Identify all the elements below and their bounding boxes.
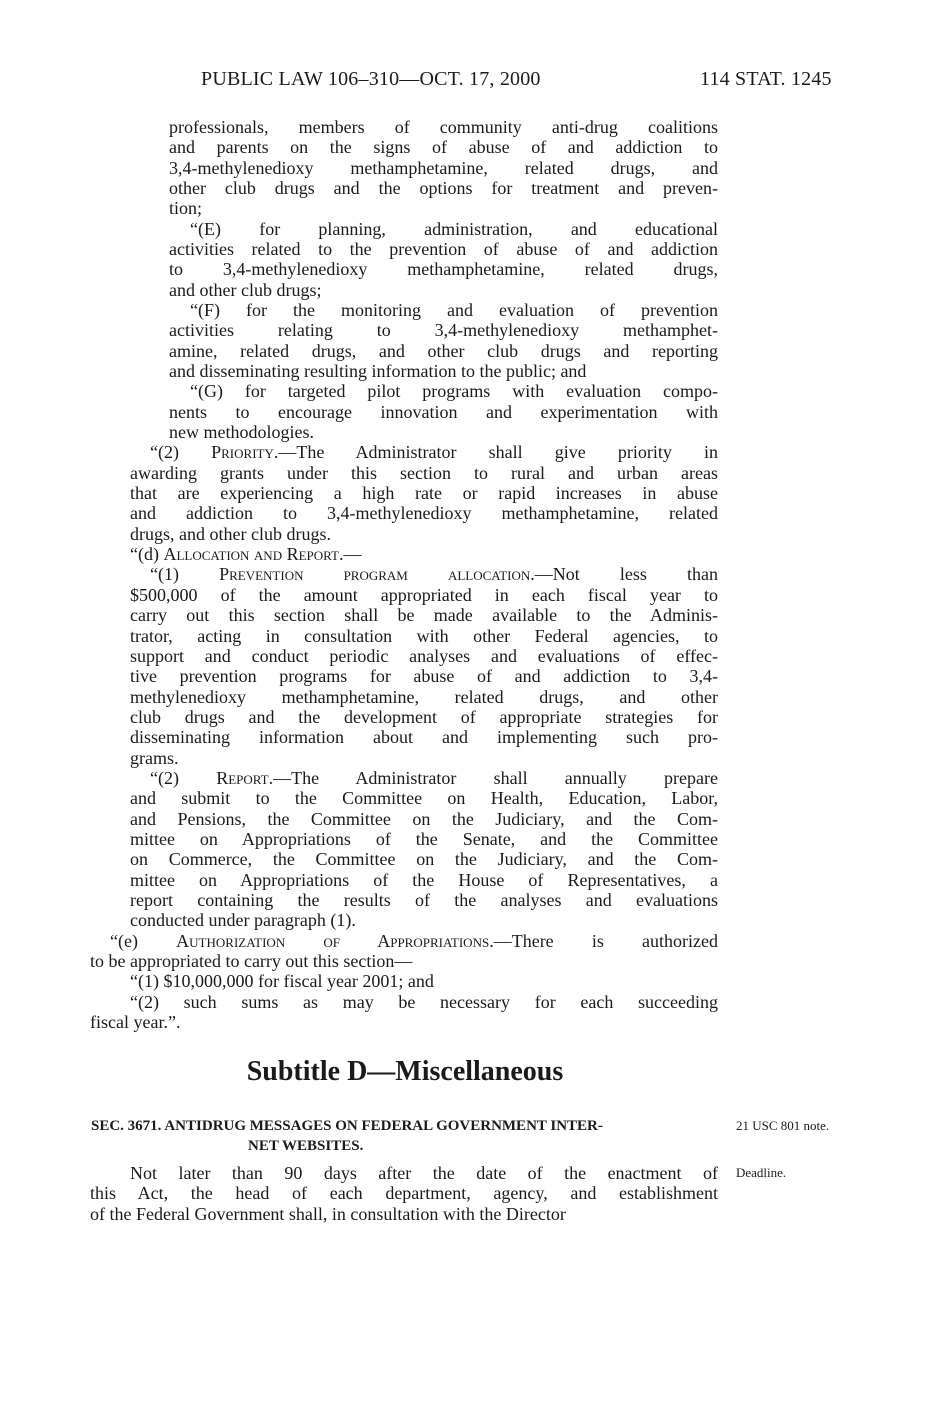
text-line: “(1) Prevention program allocation.—Not less than [150, 564, 718, 585]
text-line: “(1) $10,000,000 for fiscal year 2001; and [130, 971, 434, 992]
text-line: fiscal year.”. [90, 1011, 181, 1032]
text-line: club drugs and the development of appropriate strategies for [130, 706, 718, 727]
text-line: professionals, members of community anti-drug coalitions [169, 117, 718, 137]
running-header-title: PUBLIC LAW 106–310—OCT. 17, 2000 [201, 68, 541, 90]
small-caps-heading: Allocation and Report [163, 544, 339, 565]
text-line: activities relating to 3,4-methylenedioxy methamphet- [169, 320, 718, 341]
text-line: carry out this section shall be made available to the Adminis- [130, 605, 718, 626]
text-line: to be appropriated to carry out this section— [90, 950, 413, 971]
text-line: report containing the results of the analyses and evaluations [130, 889, 718, 910]
section-body-line: Not later than 90 days after the date of the enactment of [130, 1163, 718, 1183]
text-line: 3,4-methylenedioxy methamphetamine, related drugs, and [169, 157, 718, 178]
text-line: and parents on the signs of abuse of and addiction to [169, 137, 718, 158]
small-caps-heading: Prevention program allocation [219, 564, 531, 585]
subtitle-heading: Subtitle D—Miscellaneous [246, 1056, 564, 1087]
small-caps-heading: Authorization of Appropriations [176, 930, 490, 951]
text-line: conducted under paragraph (1). [130, 910, 356, 931]
text-line: new methodologies. [169, 422, 314, 443]
text-line: “(E) for planning, administration, and educational [190, 218, 718, 239]
text-line: “(e) Authorization of Appropriations.—There is authorized [110, 930, 719, 951]
text-line: mittee on Appropriations of the Senate, and the Committee [130, 828, 718, 849]
text-line: that are experiencing a high rate or rapid increases in abuse [130, 483, 718, 504]
text-line: and disseminating resulting information to the public; and [169, 361, 587, 382]
text-line: awarding grants under this section to rural and urban areas [130, 462, 718, 483]
text-line: and other club drugs; [169, 279, 322, 300]
text-line: and addiction to 3,4-methylenedioxy methamphetamine, related [130, 503, 718, 524]
text-line: “(G) for targeted pilot programs with evaluation compo- [190, 381, 718, 402]
text-line: “(2) such sums as may be necessary for each succeeding [130, 991, 718, 1012]
small-caps-heading: Report [216, 767, 269, 788]
text-line: “(F) for the monitoring and evaluation of prevention [190, 300, 718, 321]
text-line: $500,000 of the amount appropriated in each fiscal year to [130, 584, 718, 605]
section-body-line: this Act, the head of each department, agency, and establishment [90, 1183, 718, 1203]
text-line: disseminating information about and implementing such pro- [130, 727, 718, 748]
text-line: to 3,4-methylenedioxy methamphetamine, related drugs, [169, 259, 718, 280]
section-body-line: of the Federal Government shall, in consultation with the Director [90, 1204, 566, 1224]
text-line: trator, acting in consultation with other Federal agencies, to [130, 625, 718, 646]
text-line: “(d) Allocation and Report.— [130, 544, 362, 565]
margin-note-deadline: Deadline. [736, 1165, 787, 1180]
text-line: on Commerce, the Committee on the Judiciary, and the Com- [130, 849, 718, 870]
text-line: drugs, and other club drugs. [130, 523, 331, 544]
text-line: other club drugs and the options for treatment and preven- [169, 178, 718, 199]
text-line: “(2) Report.—The Administrator shall annually prepare [150, 767, 718, 788]
section-heading-line2: NET WEBSITES. [248, 1138, 364, 1154]
text-line: and submit to the Committee on Health, Education, Labor, [130, 788, 718, 809]
text-line: amine, related drugs, and other club drugs and reporting [169, 340, 718, 361]
margin-note-usc: 21 USC 801 note. [736, 1118, 830, 1133]
text-line: mittee on Appropriations of the House of Representatives, a [130, 869, 718, 890]
text-line: tive prevention programs for abuse of and addiction to 3,4- [130, 666, 718, 687]
text-line: methylenedioxy methamphetamine, related drugs, and other [130, 686, 718, 707]
page-number: 114 STAT. 1245 [700, 68, 832, 90]
section-heading-line1: SEC. 3671. ANTIDRUG MESSAGES ON FEDERAL GOVERNMENT INTER- [91, 1118, 603, 1134]
text-line: nents to encourage innovation and experimentation with [169, 401, 718, 422]
small-caps-heading: Priority [211, 442, 274, 463]
text-line: tion; [169, 198, 203, 219]
text-line: and Pensions, the Committee on the Judiciary, and the Com- [130, 808, 718, 829]
text-line: “(2) Priority.—The Administrator shall give priority in [150, 442, 718, 463]
text-line: activities related to the prevention of abuse of and addiction [169, 239, 718, 260]
text-line: support and conduct periodic analyses and evaluations of effec- [130, 645, 718, 666]
text-line: grams. [130, 747, 179, 768]
